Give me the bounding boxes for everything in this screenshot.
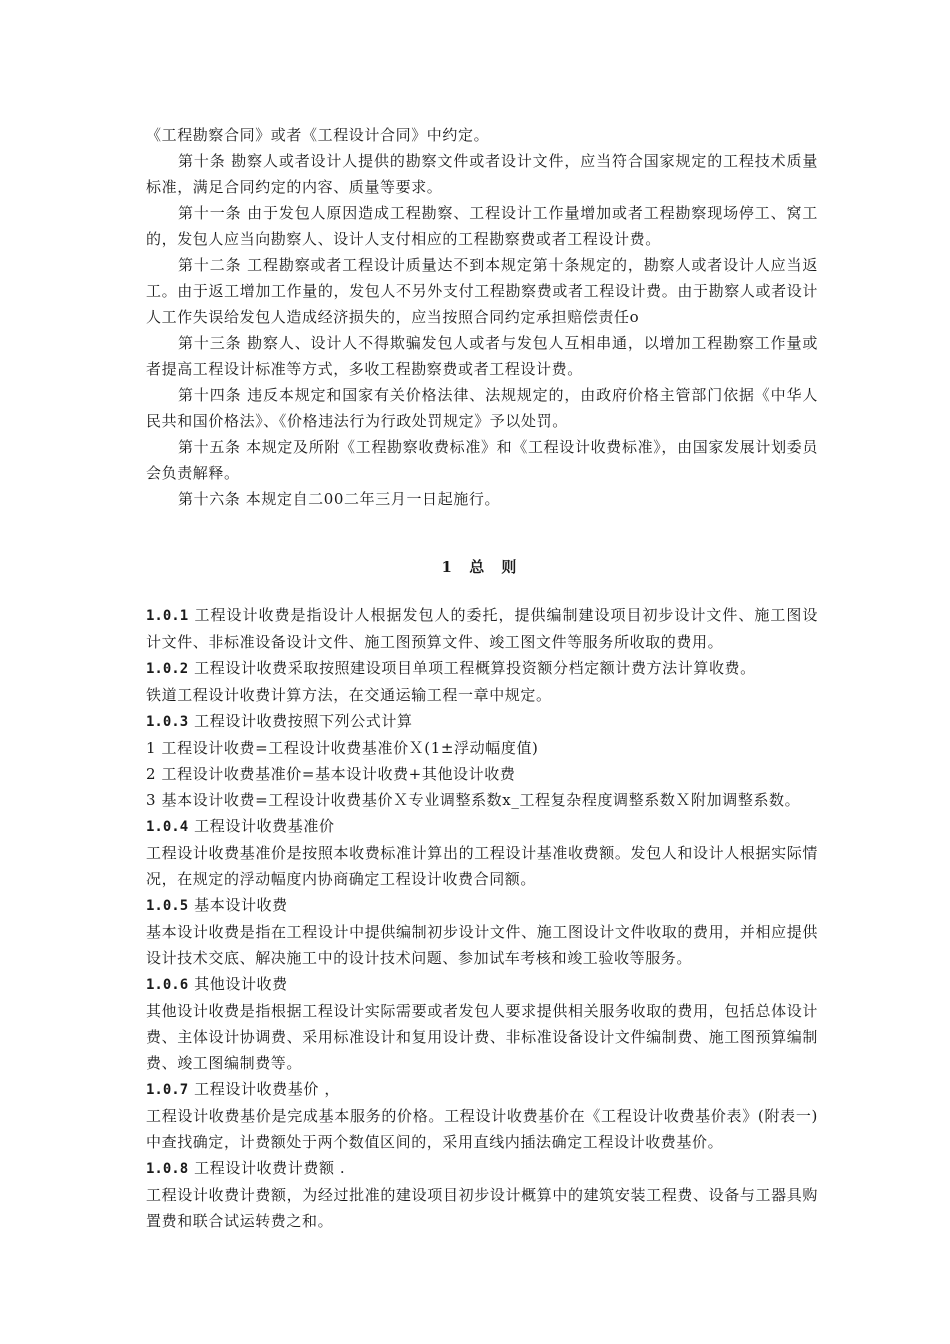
section-body: 工程设计收费基价是完成基本服务的价格。工程设计收费基价在《工程设计收费基价表》(附表一)中查找确定，计费额处于两个数值区间的，采用直线内插法确定工程设计收费基价。	[146, 1107, 818, 1151]
section-1-0-6	[146, 971, 818, 998]
article-10: 第十条 勘察人或者设计人提供的勘察文件或者设计文件，应当符合国家规定的工程技术质量标准，满足合同约定的内容、质量等要求。	[146, 152, 818, 196]
section-text: 基本设计收费	[194, 896, 288, 914]
section-text: 工程设计收费按照下列公式计算	[194, 712, 413, 730]
article-11: 第十一条 由于发包人原因造成工程勘察、工程设计工作量增加或者工程勘察现场停工、窝工的，发包人应当向勘察人、设计人支付相应的工程勘察费或者工程设计费。	[146, 204, 818, 248]
section-body: 工程设计收费基准价是按照本收费标准计算出的工程设计基准收费额。发包人和设计人根据实际情况，在规定的浮动幅度内协商确定工程设计收费合同额。	[146, 844, 818, 888]
section-text: 工程设计收费基准价	[194, 817, 335, 835]
section-number: 1.0.8	[146, 1161, 189, 1177]
section-body: 铁道工程设计收费计算方法，在交通运输工程一章中规定。	[146, 686, 552, 704]
section-number: 1.0.7	[146, 1082, 189, 1098]
section-number: 1.0.4	[146, 819, 189, 835]
section-number: 1.0.2	[146, 661, 189, 677]
section-1-0-7	[146, 1076, 818, 1103]
section-number: 1.0.5	[146, 898, 189, 914]
chapter-heading: 1 总 则	[441, 558, 523, 576]
section-number: 1.0.1	[146, 608, 189, 624]
section-1-0-3	[146, 708, 818, 735]
section-text: 其他设计收费	[194, 975, 288, 993]
section-number: 1.0.3	[146, 714, 189, 730]
section-text: 工程设计收费基价 ，	[194, 1080, 340, 1098]
section-1-0-1	[146, 602, 818, 655]
formula-item: 1 工程设计收费=工程设计收费基准价Ｘ(1±浮动幅度值)	[146, 739, 539, 757]
section-text: 工程设计收费采取按照建设项目单项工程概算投资额分档定额计费方法计算收费。	[194, 659, 756, 677]
section-body: 基本设计收费是指在工程设计中提供编制初步设计文件、施工图设计文件收取的费用，并相应提供设计技术交底、解决施工中的设计技术问题、参加试车考核和竣工验收等服务。	[146, 923, 818, 967]
section-text: 工程设计收费计费额 .	[194, 1159, 346, 1177]
document-page	[146, 122, 818, 1234]
section-1-0-2	[146, 655, 818, 682]
article-continuation: 《工程勘察合同》或者《工程设计合同》中约定。	[146, 126, 490, 144]
formula-item: 3 基本设计收费=工程设计收费基价Ｘ专业调整系数x_工程复杂程度调整系数Ｘ附加调整系数。	[146, 791, 801, 809]
section-1-0-8	[146, 1155, 818, 1182]
section-number: 1.0.6	[146, 977, 189, 993]
section-body: 工程设计收费计费额，为经过批准的建设项目初步设计概算中的建筑安装工程费、设备与工器具购置费和联合试运转费之和。	[146, 1186, 818, 1230]
article-12: 第十二条 工程勘察或者工程设计质量达不到本规定第十条规定的，勘察人或者设计人应当返工。由于返工增加工作量的，发包人不另外支付工程勘察费或者工程设计费。由于勘察人或者设计人工作失误给发包人造成经济损失的，应当按照合同约定承担赔偿责任o	[146, 256, 818, 326]
article-14: 第十四条 违反本规定和国家有关价格法律、法规规定的，由政府价格主管部门依据《中华人民共和国价格法》、《价格违法行为行政处罚规定》予以处罚。	[146, 386, 818, 430]
article-15: 第十五条 本规定及所附《工程勘察收费标准》和《工程设计收费标准》，由国家发展计划委员会负责解释。	[146, 438, 818, 482]
formula-item: 2 工程设计收费基准价=基本设计收费+其他设计收费	[146, 765, 516, 783]
section-1-0-5	[146, 892, 818, 919]
section-1-0-4	[146, 813, 818, 840]
section-text: 工程设计收费是指设计人根据发包人的委托，提供编制建设项目初步设计文件、施工图设计文件、非标准设备设计文件、施工图预算文件、竣工图文件等服务所收取的费用。	[146, 606, 818, 651]
article-13: 第十三条 勘察人、设计人不得欺骗发包人或者与发包人互相串通，以增加工程勘察工作量或者提高工程设计标准等方式，多收工程勘察费或者工程设计费。	[146, 334, 818, 378]
article-16: 第十六条 本规定自二00二年三月一日起施行。	[178, 490, 501, 508]
section-body: 其他设计收费是指根据工程设计实际需要或者发包人要求提供相关服务收取的费用，包括总体设计费、主体设计协调费、采用标准设计和复用设计费、非标准设备设计文件编制费、施工图预算编制费、竣工图编制费等。	[146, 1002, 818, 1072]
